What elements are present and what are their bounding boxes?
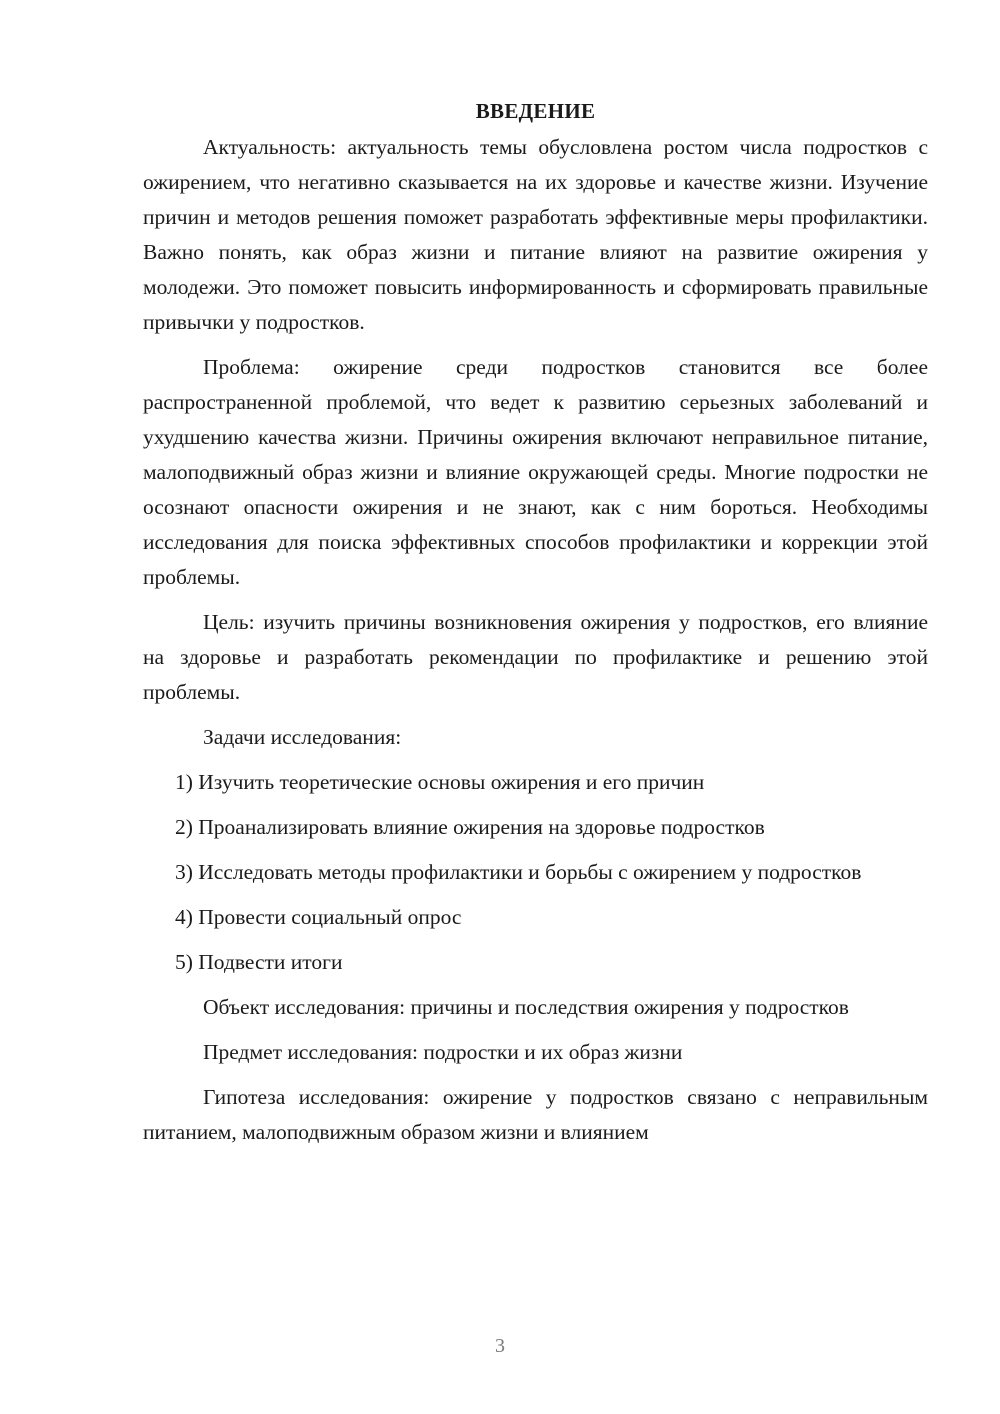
task-item: 4) Провести социальный опрос — [175, 905, 462, 929]
page-number: 3 — [495, 1335, 505, 1357]
section-title: ВВЕДЕНИЕ — [475, 99, 596, 123]
problem-paragraph: Проблема: ожирение среди подростков становится все более распространенной проблемой, что ведет к развитию серьезных заболеваний и ухудшению качества жизни. Причины ожирения включают неправильное питание, малоподвижный образ жизни и влияние окружающей среды. Многие подростки не осознают опасности ожирения и не знают, как с ним бороться. Необходимы исследования для поиска эффективных способов профилактики и коррекции этой проблемы. — [143, 355, 928, 589]
hypothesis-paragraph: Гипотеза исследования: ожирение у подростков связано с неправильным питанием, малоподвижным образом жизни и влиянием — [143, 1085, 928, 1144]
document-page — [143, 96, 928, 1160]
tasks-heading: Задачи исследования: — [203, 725, 402, 749]
goal-paragraph: Цель: изучить причины возникновения ожирения у подростков, его влияние на здоровье и разработать рекомендации по профилактике и решению этой проблемы. — [143, 610, 928, 704]
subject-paragraph: Предмет исследования: подростки и их образ жизни — [203, 1040, 683, 1064]
task-item: 2) Проанализировать влияние ожирения на здоровье подростков — [175, 815, 765, 839]
task-item: 3) Исследовать методы профилактики и борьбы с ожирением у подростков — [175, 860, 862, 884]
relevance-paragraph: Актуальность: актуальность темы обусловлена ростом числа подростков с ожирением, что негативно сказывается на их здоровье и качестве жизни. Изучение причин и методов решения поможет разработать эффективные меры профилактики. Важно понять, как образ жизни и питание влияют на развитие ожирения у молодежи. Это поможет повысить информированность и сформировать правильные привычки у подростков. — [143, 135, 928, 334]
task-item: 1) Изучить теоретические основы ожирения и его причин — [175, 770, 705, 794]
object-paragraph: Объект исследования: причины и последствия ожирения у подростков — [203, 995, 849, 1019]
task-item: 5) Подвести итоги — [175, 950, 343, 974]
